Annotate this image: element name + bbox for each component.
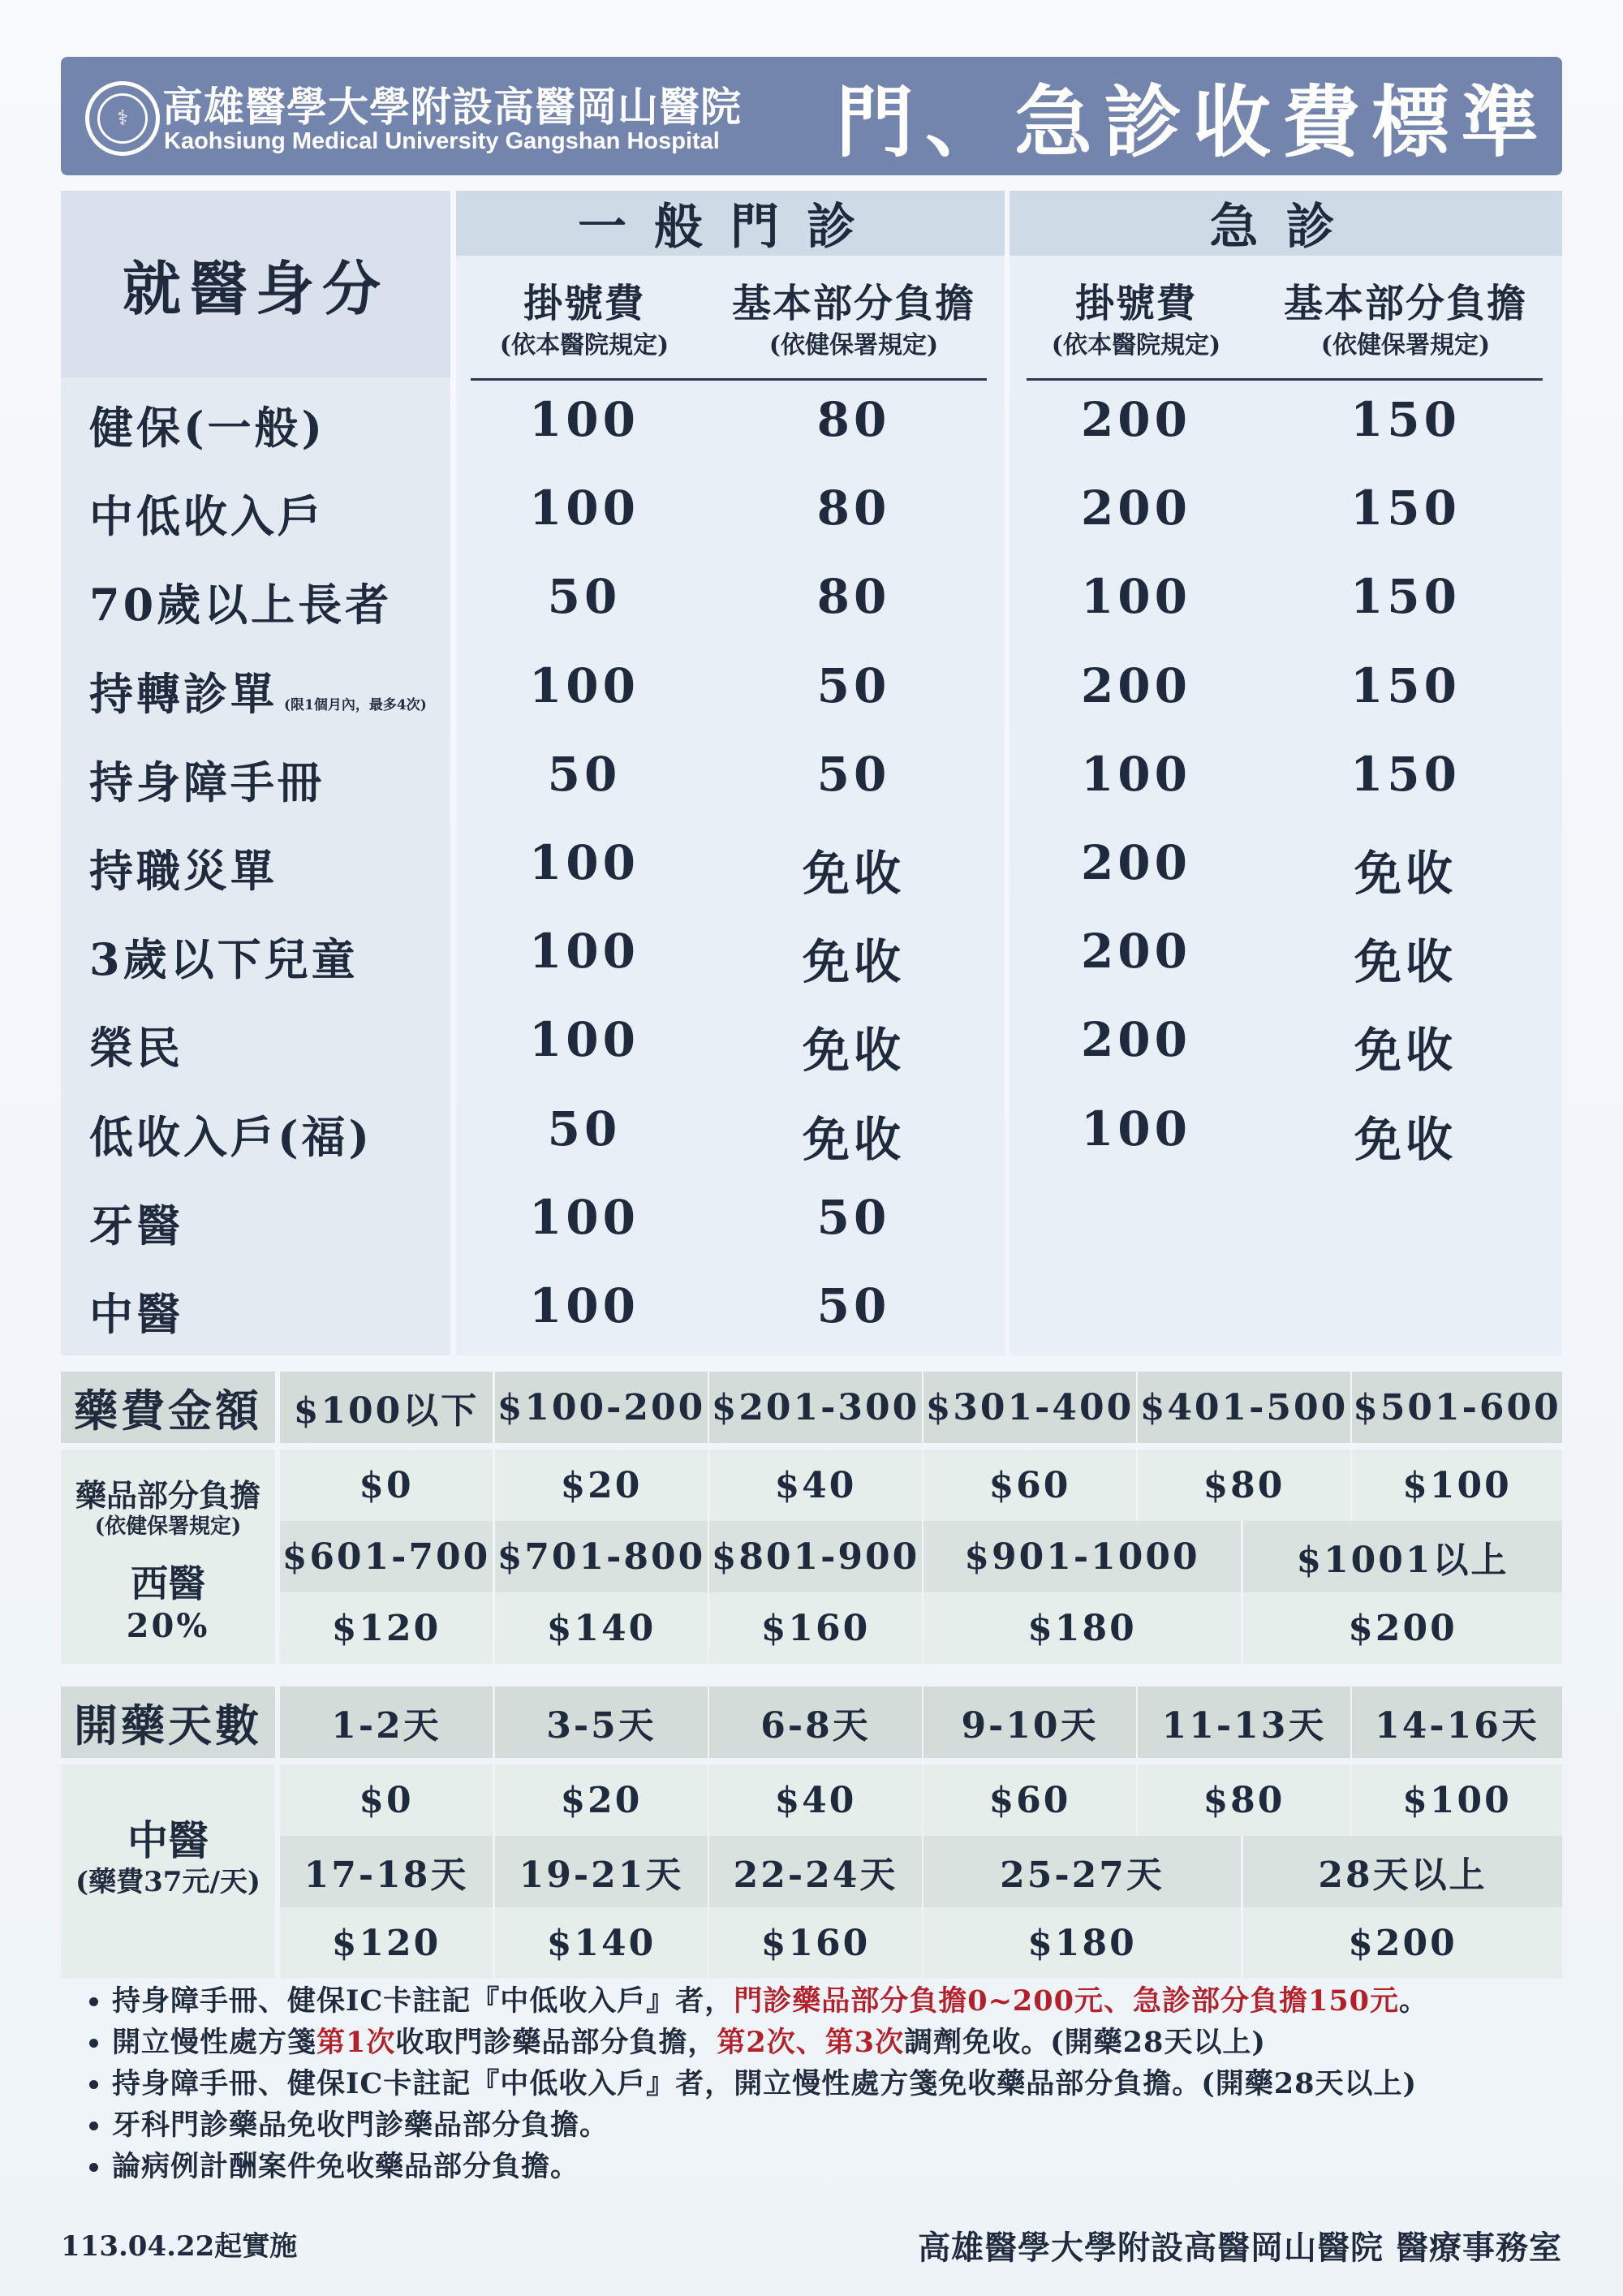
fee-cell: 免收 [1354,1111,1457,1167]
fee-cell: 100 [528,835,640,890]
identity-label-row-8 [89,1103,372,1165]
chinese-side-note: (藥費37元/天) [75,1866,260,1898]
fee-cell: 200 [1080,835,1192,890]
fee-cell: 免收 [802,1111,905,1167]
outpatient-header-rule [471,378,987,381]
fee-cell: 150 [1350,480,1462,536]
chinese-cell: 19-21天 [495,1836,708,1907]
chinese-cell: $80 [1138,1764,1350,1836]
chinese-cell: 17-18天 [280,1836,493,1907]
identity-label-row-7 [89,1014,183,1076]
fee-cell: 200 [1080,1012,1192,1068]
identity-label-text: 3歲以下兒童 [89,933,359,986]
fee-cell: 50 [547,746,622,802]
fee-cell: 免收 [802,1023,905,1079]
western-cell: $701-800 [495,1521,708,1592]
western-cell: $100以下 [280,1372,493,1443]
chinese-cell: 9-10天 [923,1686,1136,1758]
note-text: 第2次、第3次 [717,2026,905,2059]
identity-label-text: 低收入戶(福) [89,1110,373,1163]
fee-cell: 100 [528,924,640,980]
fee-cell: 100 [1080,746,1192,802]
fee-cell: 100 [1080,1101,1192,1157]
note-text: 持身障手冊、健保IC卡註記『中低收入戶』者， [112,1984,734,2018]
identity-label-row-4 [89,748,325,811]
western-cell: $160 [709,1592,922,1664]
note-item [112,1980,1568,2022]
western-cell: $901-1000 [923,1521,1241,1592]
western-cell: $200 [1243,1592,1562,1664]
western-cell: $80 [1138,1450,1350,1521]
outpatient-section-title: 一般門診 [456,191,1005,256]
identity-label-row-1 [89,482,325,545]
chinese-cell: $120 [280,1907,493,1979]
identity-label-row-3 [89,660,427,722]
fee-cell: 200 [1080,392,1192,447]
fee-cell: 100 [528,1189,640,1245]
fee-cell: 50 [816,746,891,802]
fee-cell: 免收 [1354,934,1457,990]
western-cell: $20 [495,1450,708,1521]
chinese-cell: $140 [495,1907,708,1979]
fee-cell: 100 [528,1012,640,1068]
fee-cell: 50 [547,1101,622,1157]
notes-list [75,1980,1568,2187]
western-cell: $501-600 [1352,1372,1562,1443]
note-text: 牙科門診藥品免收門診藥品部分負擔。 [112,2109,609,2142]
identity-label-row-2 [89,571,392,633]
note-text: 門診藥品部分負擔0~200元、急診部分負擔150元 [734,1984,1400,2018]
western-cell: $1001以上 [1243,1521,1562,1592]
emblem-inner: ⚕ [97,93,148,144]
fee-cell: 100 [1080,569,1192,625]
fee-cell: 50 [816,657,891,713]
western-cell: $100-200 [495,1372,708,1443]
column-note-3: (依健保署規定) [1320,331,1491,360]
note-text: 收取門診藥品部分負擔， [395,2026,717,2059]
fee-cell: 200 [1080,924,1192,980]
fee-cell: 80 [816,569,891,625]
note-text: 論病例計酬案件免收藥品部分負擔。 [112,2150,580,2183]
identity-label-row-10 [89,1280,183,1342]
fee-cell: 100 [528,1278,640,1333]
western-cell: $140 [495,1592,708,1664]
fee-cell: 100 [528,392,640,447]
note-text: 調劑免收。(開藥28天以上) [904,2026,1266,2059]
note-item [112,2104,1568,2146]
fee-cell: 200 [1080,480,1192,536]
western-side-type: 西醫 [131,1562,205,1605]
chinese-cell: $0 [280,1764,493,1836]
chinese-cell: 14-16天 [1352,1686,1562,1758]
western-cell: $40 [709,1450,922,1521]
chinese-cell: 22-24天 [709,1836,922,1907]
fee-cell: 200 [1080,657,1192,713]
chinese-cell: $200 [1243,1907,1562,1979]
fee-cell: 50 [816,1189,891,1245]
chinese-cell: 28天以上 [1243,1836,1562,1907]
fee-cell: 免收 [802,934,905,990]
western-header-label: 藥費金額 [61,1372,275,1443]
column-header-3: 基本部分負擔 [1283,281,1527,326]
western-cell: $100 [1352,1450,1562,1521]
fee-cell: 100 [528,657,640,713]
fee-cell: 100 [528,480,640,536]
western-cell: $801-900 [709,1521,922,1592]
chinese-cell: $100 [1352,1764,1562,1836]
chinese-cell: $20 [495,1764,708,1836]
page-title: 門、急診收費標準 [836,75,1550,168]
column-note-0: (依本醫院規定) [499,331,669,360]
identity-label-text: 中低收入戶 [89,490,325,543]
emergency-section-title: 急診 [1010,191,1562,256]
western-cell: $201-300 [709,1372,922,1443]
western-cell: $60 [923,1450,1136,1521]
western-cell: $180 [923,1592,1241,1664]
chinese-side-type: 中醫 [127,1816,209,1864]
fee-cell: 150 [1350,569,1462,625]
chinese-cell: $160 [709,1907,922,1979]
column-note-2: (依本醫院規定) [1051,331,1221,360]
identity-label-text: 70歲以上長者 [89,579,393,631]
hospital-name-en: Kaohsiung Medical University Gangshan Hospital [164,128,720,154]
fee-cell: 150 [1350,657,1462,713]
note-text: 第1次 [316,2026,396,2059]
effective-date: 113.04.22起實施 [61,2230,298,2263]
column-note-1: (依健保署規定) [768,331,939,360]
emergency-header-rule [1027,378,1543,381]
identity-label-text: 持職災單 [89,845,278,897]
fee-cell: 免收 [1354,846,1457,901]
identity-label-row-0 [89,394,325,456]
note-item [112,2063,1568,2104]
identity-label-row-9 [89,1191,183,1254]
identity-label-note: (限1個月內，最多4次) [284,696,427,713]
identity-label-text: 牙醫 [89,1199,183,1251]
fee-cell: 50 [547,569,622,625]
column-header-1: 基本部分負擔 [731,281,975,326]
chinese-cell: $180 [923,1907,1241,1979]
fee-cell: 免收 [1354,1023,1457,1079]
chinese-cell: 11-13天 [1138,1686,1350,1758]
column-header-0: 掛號費 [523,281,645,326]
identity-label-row-5 [89,837,278,899]
western-side-note: (依健保署規定) [94,1514,242,1539]
western-side-rate: 20% [126,1607,210,1645]
identity-label-text: 持轉診單 [89,667,278,720]
chinese-header-label: 開藥天數 [61,1686,275,1758]
chinese-cell: 1-2天 [280,1686,493,1758]
identity-label-text: 健保(一般) [89,402,326,454]
western-cell: $601-700 [280,1521,493,1592]
chinese-cell: 3-5天 [495,1686,708,1758]
fee-cell: 80 [816,480,891,536]
chinese-cell: $60 [923,1764,1136,1836]
identity-label-text: 持身障手冊 [89,756,325,808]
identity-label-text: 中醫 [89,1288,183,1340]
western-cell: $301-400 [923,1372,1136,1443]
note-text: 。 [1399,1984,1429,2018]
identity-label-row-6 [89,925,359,988]
hospital-name-zh: 高雄醫學大學附設高醫岡山醫院 [162,83,742,131]
identity-header: 就醫身分 [122,254,389,323]
note-text: 開立慢性處方箋 [112,2026,317,2059]
chinese-cell: $40 [709,1764,922,1836]
chinese-cell: 6-8天 [709,1686,922,1758]
fee-cell: 免收 [802,846,905,901]
issuing-office: 高雄醫學大學附設高醫岡山醫院 醫療事務室 [918,2229,1562,2267]
note-item [112,2022,1568,2063]
fee-cell: 150 [1350,392,1462,447]
note-text: 持身障手冊、健保IC卡註記『中低收入戶』者，開立慢性處方箋免收藥品部分負擔。(開藥28天以上) [112,2067,1418,2100]
column-header-2: 掛號費 [1074,281,1197,326]
western-cell: $120 [280,1592,493,1664]
note-item [112,2146,1568,2187]
fee-cell: 80 [816,392,891,447]
fee-cell: 50 [816,1278,891,1333]
fee-cell: 150 [1350,746,1462,802]
identity-label-text: 榮民 [89,1022,183,1075]
chinese-cell: 25-27天 [923,1836,1241,1907]
western-side-title: 藥品部分負擔 [75,1477,260,1514]
western-cell: $0 [280,1450,493,1521]
western-cell: $401-500 [1138,1372,1350,1443]
